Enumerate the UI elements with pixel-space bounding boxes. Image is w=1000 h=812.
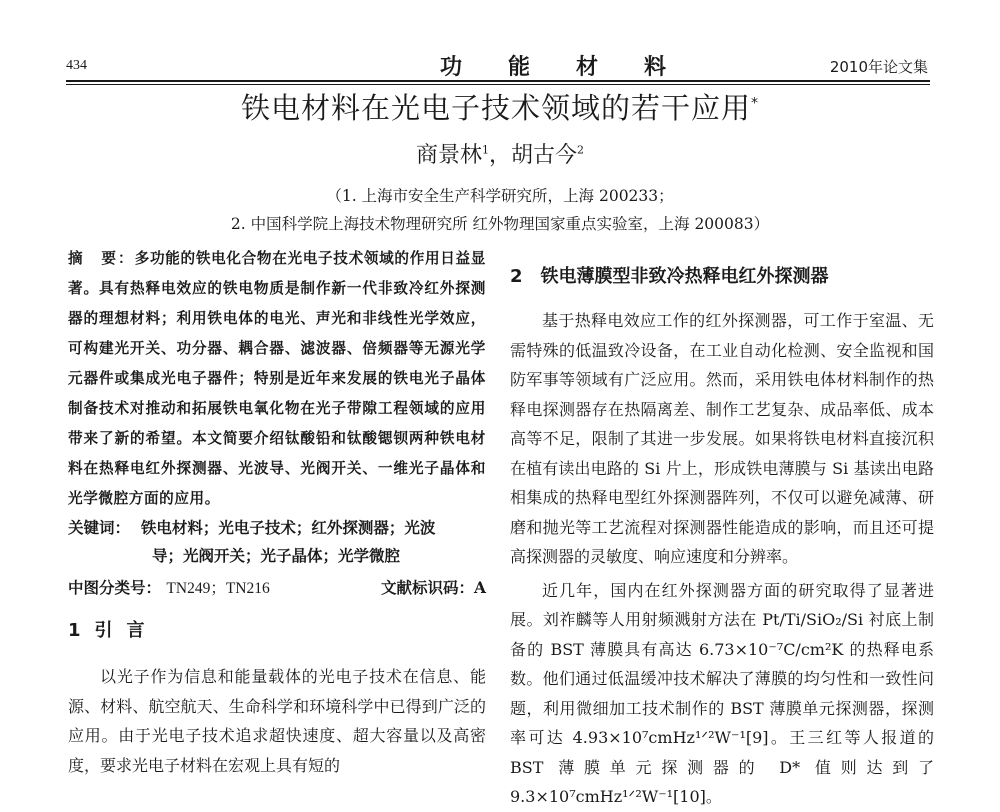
section-2-title: 铁电薄膜型非致冷热释电红外探测器: [540, 266, 829, 287]
clc-label: 中图分类号：: [68, 579, 162, 597]
proceedings-label: 2010年论文集: [829, 58, 928, 76]
paper-title-text: 铁电材料在光电子技术领域的若干应用: [240, 91, 751, 125]
author-2: 胡古今: [511, 143, 578, 168]
clc-value: TN249；TN216: [166, 580, 270, 597]
section-1-heading: [68, 616, 486, 642]
author-line: [0, 138, 1000, 169]
abstract: [68, 244, 486, 514]
abstract-text: 多功能的铁电化合物在光电子技术领域的作用日益显著。具有热释电效应的铁电物质是制作新一代非致冷红外探测器的理想材料；利用铁电体的电光、声光和非线性光学效应，可构建光开关、功分器、耦合器、滤波器、倍频器等无源光学元器件或集成光电子器件；特别是近年来发展的铁电光子晶体制备技术对推动和拓展铁电氧化物在光子带隙工程领域的应用带来了新的希望。本文简要介绍钛酸铅和钛酸锶钡两种铁电材料在热释电红外探测器、光波导、光阀开关、一维光子晶体和光学微腔方面的应用。: [68, 250, 486, 507]
title-footnote-mark: *: [751, 95, 759, 112]
abstract-label: 摘 要：: [68, 250, 135, 267]
doc-value: A: [473, 578, 486, 597]
keywords: [68, 514, 486, 570]
clc-code: [68, 574, 270, 602]
affiliation-1: （1. 上海市安全生产科学研究所，上海 200233；: [326, 187, 674, 205]
header-rule-thin: [66, 84, 930, 85]
affiliation-2: 2. 中国科学院上海技术物理研究所 红外物理国家重点实验室，上海 200083）: [230, 215, 770, 233]
author-separator: ，: [488, 143, 511, 168]
doc-code: [381, 574, 486, 602]
section-1-number: 1: [68, 620, 81, 641]
author-1-affil: 1: [481, 143, 489, 157]
paper-title: [0, 86, 1000, 127]
keywords-line-1: [68, 514, 486, 542]
journal-name: 功能材料: [440, 54, 713, 80]
section-1-paragraph: 以光子作为信息和能量载体的光电子技术在信息、能源、材料、航空航天、生命科学和环境科学中已得到广泛的应用。由于光电子技术追求超快速度、超大容量以及高密度，要求光电子材料在宏观上具有短的: [68, 667, 486, 775]
left-column: [68, 244, 486, 780]
section-2-number: 2: [510, 266, 523, 287]
keywords-label: 关键词：: [68, 519, 131, 537]
right-column: [510, 244, 934, 812]
header-rule: [66, 80, 930, 82]
classification-row: [68, 574, 486, 602]
author-2-affil: 2: [577, 143, 585, 157]
author-1: 商景林: [415, 143, 482, 168]
section-2-paragraph-2: 近几年，国内在红外探测器方面的研究取得了显著进展。刘祚麟等人用射频溅射方法在 Pt/Ti/SiO₂/Si 衬底上制备的 BST 薄膜具有高达 6.73×10⁻⁷C/cm²K 的热释电系数。他们通过低温缓冲技术解决了薄膜的均匀性和一致性问题，利用微细加工技术制作的 BST 薄膜单元探测器，探测率可达 4.93×10⁷cmHz¹ᐟ²W⁻¹[9]。王三红等人报道的 BST 薄膜单元探测器的 D* 值则达到了 9.3×10⁷cmHz¹ᐟ²W⁻¹[10]。: [510, 580, 934, 806]
section-1-title: 引言: [94, 620, 159, 641]
section-2-paragraph-1: 基于热释电效应工作的红外探测器，可工作于室温、无需特殊的低温致冷设备，在工业自动化检测、安全监视和国防军事等领域有广泛应用。然而，采用铁电体材料制作的热释电探测器存在热隔离差、制作工艺复杂、成品率低、成本高等不足，限制了其进一步发展。如果将铁电材料直接沉积在植有读出电路的 Si 片上，形成铁电薄膜与 Si 基读出电路相集成的热释电型红外探测器阵列，不仅可以避免减薄、研磨和抛光等工艺流程对探测器性能造成的影响，而且还可提高探测器的灵敏度、响应速度和分辨率。: [510, 311, 934, 566]
page-number: 434: [66, 58, 87, 73]
doc-label: 文献标识码：: [380, 579, 474, 597]
keywords-line-2: 导；光阀开关；光子晶体；光学微腔: [152, 546, 401, 565]
section-2-heading: [510, 262, 934, 288]
keywords-text-1: 铁电材料；光电子技术；红外探测器；光波: [140, 518, 436, 537]
